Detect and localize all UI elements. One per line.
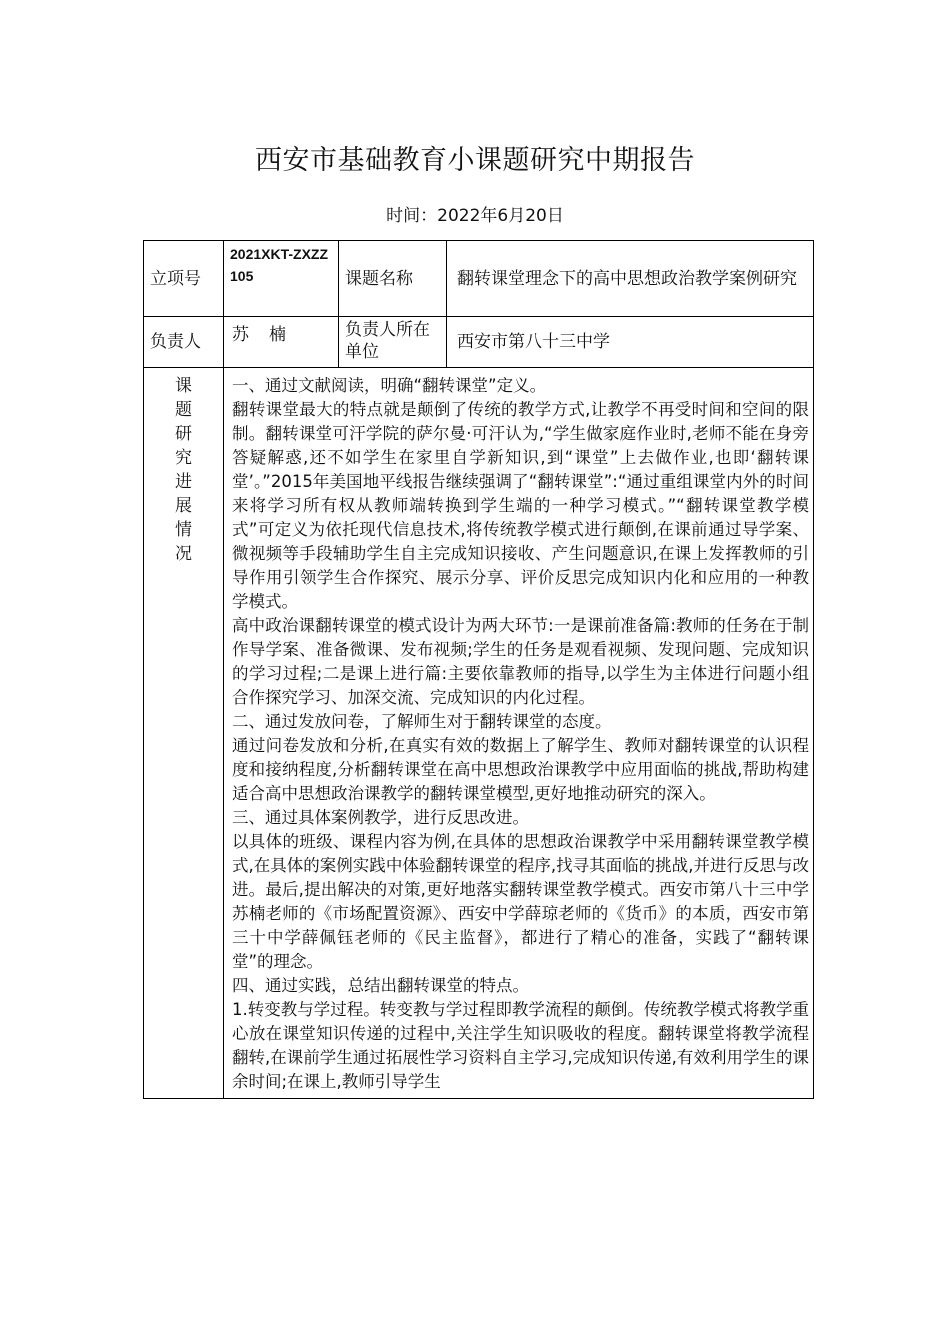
progress-label-char: 进: [175, 472, 192, 492]
progress-label-char: 究: [175, 448, 192, 468]
document-title: 西安市基础教育小课题研究中期报告: [255, 145, 695, 176]
paragraph: 高中政治课翻转课堂的模式设计为两大环节:一是课前准备篇:教师的任务在于制作导学案、准备微课、发布视频;学生的任务是观看视频、发现问题、完成知识的学习过程;二是课上进行篇:主要依靠教师的指导,以学生为主体进行问题小组合作探究学习、加深交流、完成知识的内化过程。: [232, 616, 809, 707]
section-heading-3: 三、通过具体案例教学，进行反思改进。: [232, 808, 529, 827]
project-no-label: 立项号: [144, 241, 224, 317]
report-table: [143, 240, 814, 1099]
project-no: 2021XKT-ZXZZ105: [224, 241, 339, 317]
progress-label-char: 情: [175, 520, 192, 540]
progress-content: [224, 368, 814, 1099]
paragraph: 翻转课堂最大的特点就是颠倒了传统的教学方式,让教学不再受时间和空间的限制。翻转课堂可汗学院的萨尔曼·可汗认为,“学生做家庭作业时,老师不能在身旁答疑解惑,还不如学生在家里自学新知识,到“课堂”上去做作业,也即‘翻转课堂’。”2015年美国地平线报告继续强调了“翻转课堂”:“通过重组课堂内外的时间来将学习所有权从教师端转换到学生端的一种学习模式。”“翻转课堂教学模式”可定义为依托现代信息技术,将传统教学模式进行颠倒,在课前通过导学案、微视频等手段辅助学生自主完成知识接收、产生问题意识,在课上发挥教师的引导作用引领学生合作探究、展示分享、评价反思完成知识内化和应用的一种教学模式。: [232, 400, 809, 611]
row-progress: [144, 368, 814, 1099]
progress-label-char: 课: [175, 376, 192, 396]
section-heading-2: 二、通过发放问卷，了解师生对于翻转课堂的态度。: [232, 712, 612, 731]
progress-label-char: 况: [175, 544, 192, 564]
section-heading-1: 一、通过文献阅读，明确“翻转课堂”定义。: [232, 376, 547, 395]
section-heading-4: 四、通过实践，总结出翻转课堂的特点。: [232, 976, 529, 995]
topic-value: 翻转课堂理念下的高中思想政治教学案例研究: [447, 241, 814, 317]
progress-label-char: 展: [175, 496, 192, 516]
row-project: [144, 241, 814, 317]
unit-label: 负责人所在单位: [339, 317, 447, 368]
paragraph: 通过问卷发放和分析,在真实有效的数据上了解学生、教师对翻转课堂的认识程度和接纳程度,分析翻转课堂在高中思想政治课教学中应用面临的挑战,帮助构建适合高中思想政治课教学的翻转课堂模型,更好地推动研究的深入。: [232, 736, 809, 803]
date-line: 时间：2022年6月20日: [386, 206, 564, 226]
topic-label: 课题名称: [339, 241, 447, 317]
row-leader: [144, 317, 814, 368]
unit-value: 西安市第八十三中学: [447, 317, 814, 368]
paragraph: 以具体的班级、课程内容为例,在具体的思想政治课教学中采用翻转课堂教学模式,在具体的案例实践中体验翻转课堂的程序,找寻其面临的挑战,并进行反思与改进。最后,提出解决的对策,更好地落实翻转课堂教学模式。西安市第八十三中学苏楠老师的《市场配置资源》、西安中学薛琼老师的《货币》的本质，西安市第三十中学薛佩钰老师的《民主监督》，都进行了精心的准备，实践了“翻转课堂”的理念。: [232, 832, 809, 971]
paragraph: 1.转变教与学过程。转变教与学过程即教学流程的颠倒。传统教学模式将教学重心放在课堂知识传递的过程中,关注学生知识吸收的程度。翻转课堂将教学流程翻转,在课前学生通过拓展性学习资料自主学习,完成知识传递,有效利用学生的课余时间;在课上,教师引导学生: [232, 1000, 809, 1091]
progress-label-char: 研: [175, 424, 192, 444]
leader-name: 苏楠: [224, 317, 339, 368]
leader-label: 负责人: [144, 317, 224, 368]
progress-label: [144, 368, 224, 1099]
progress-label-char: 题: [175, 400, 192, 420]
